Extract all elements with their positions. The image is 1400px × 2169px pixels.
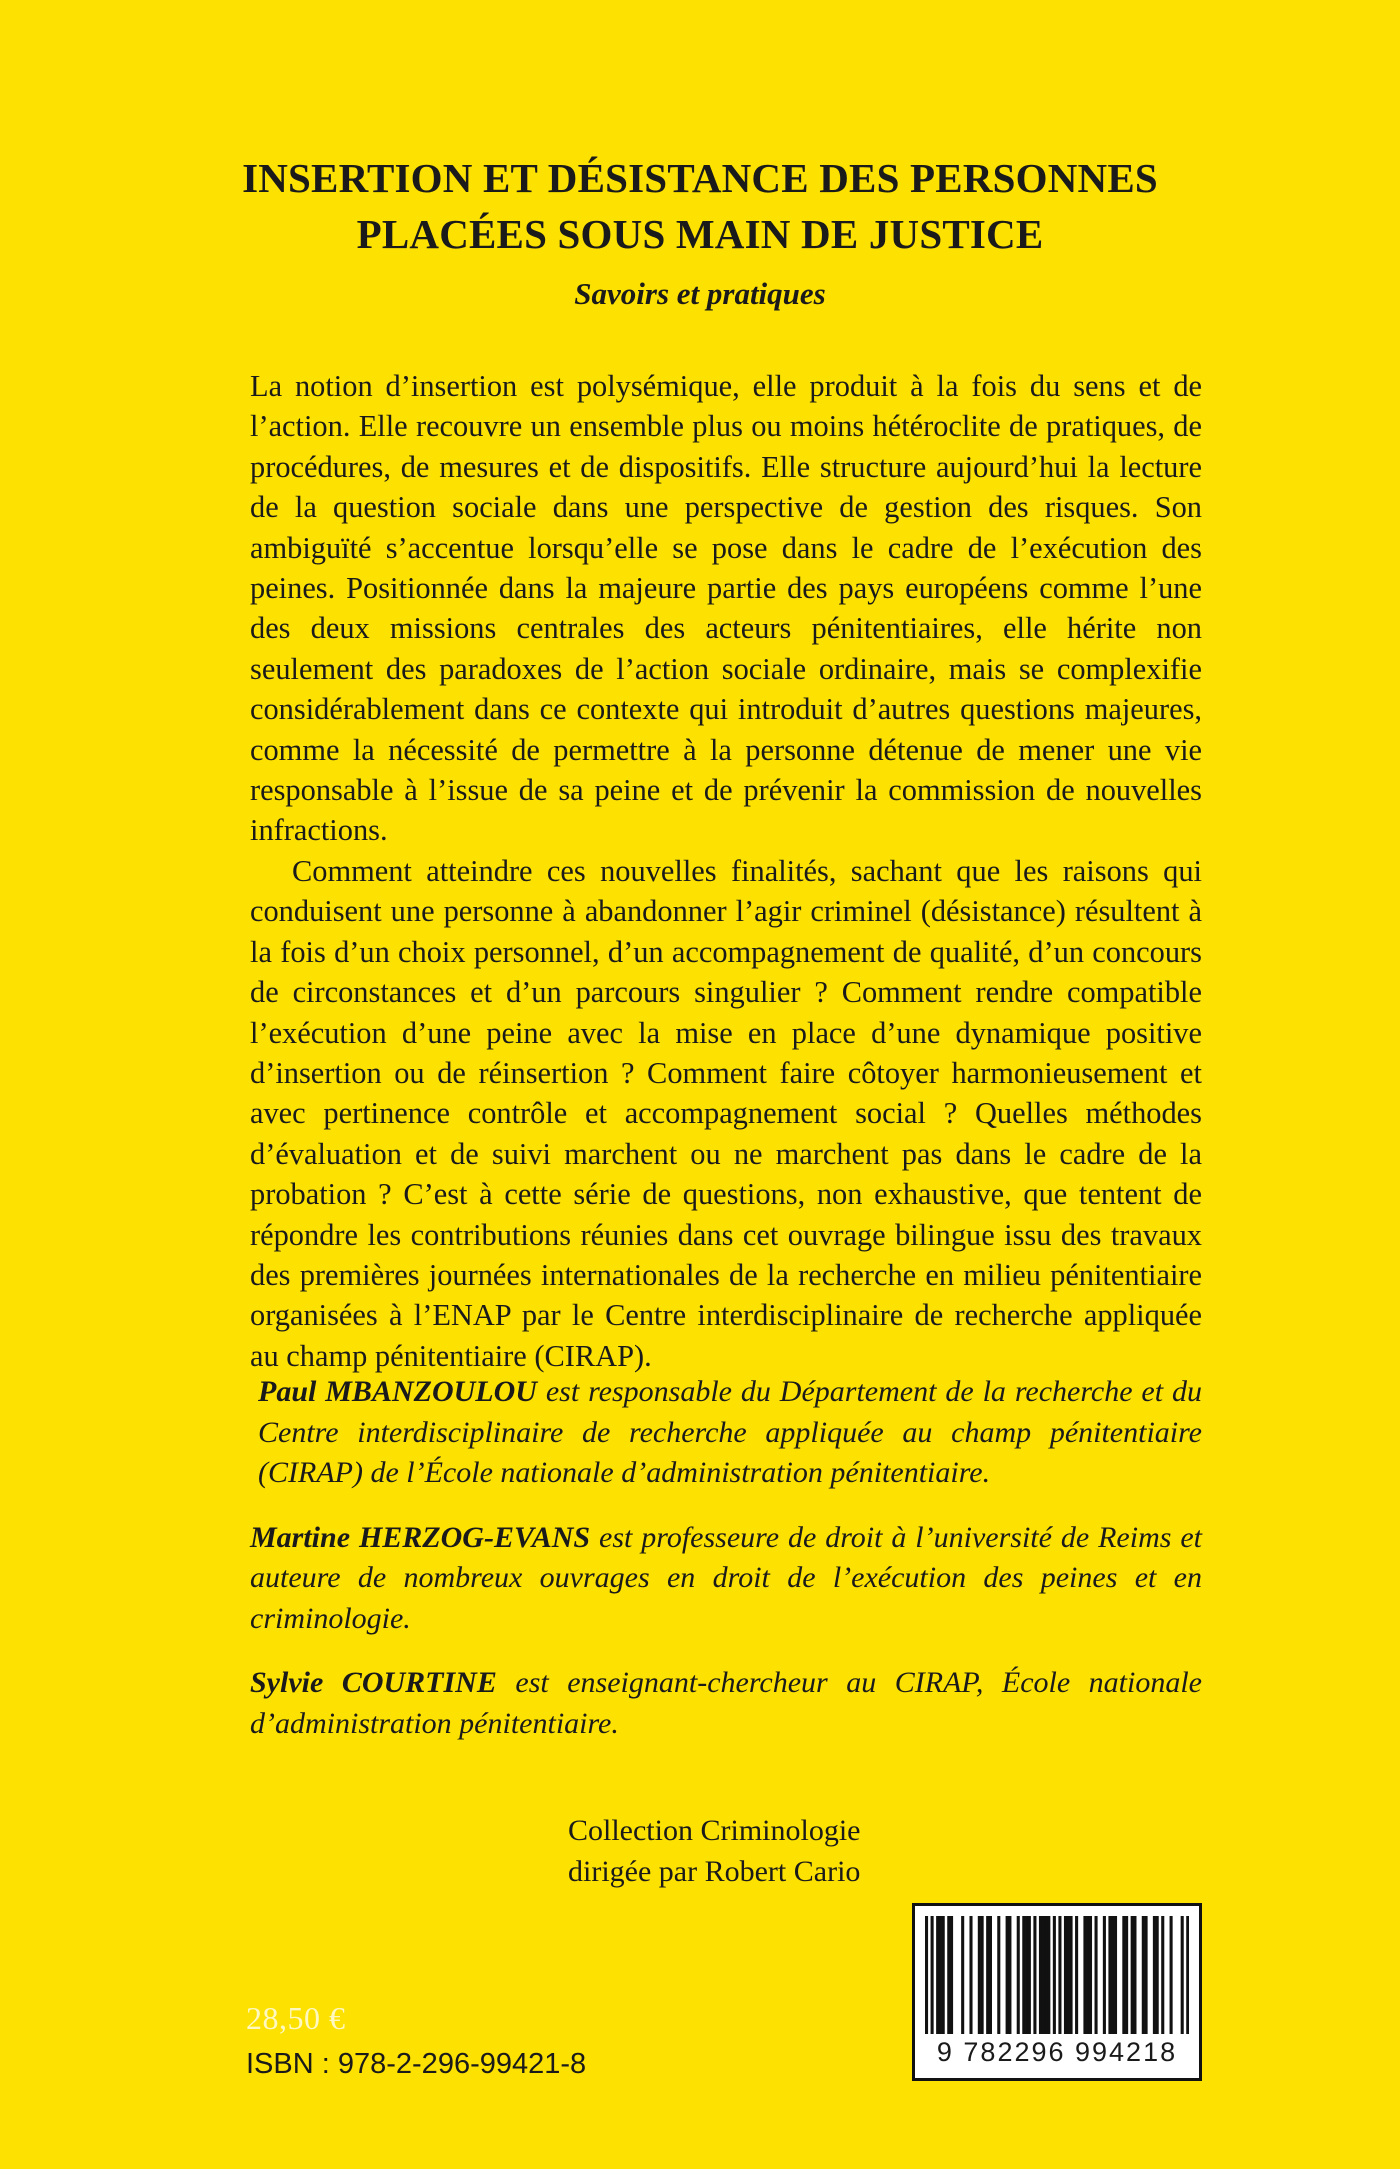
author-name: Sylvie COURTINE bbox=[250, 1666, 497, 1699]
barcode-bar bbox=[925, 1916, 928, 2034]
barcode-bar bbox=[936, 1916, 939, 2034]
barcode-bar bbox=[1122, 1916, 1125, 2034]
barcode-bar bbox=[1083, 1916, 1086, 2034]
barcode-bar bbox=[961, 1916, 964, 2034]
barcode-bar bbox=[1095, 1916, 1098, 2034]
barcode-bar bbox=[1142, 1916, 1145, 2034]
barcode-bar bbox=[1070, 1916, 1073, 2034]
barcode-bar bbox=[981, 1916, 984, 2034]
collection-director: dirigée par Robert Cario bbox=[568, 1855, 861, 1888]
barcode-bar bbox=[1131, 1916, 1134, 2034]
barcode-bar bbox=[942, 1916, 945, 2034]
collection-name: Collection Criminologie bbox=[568, 1814, 861, 1847]
barcode-bar bbox=[939, 1916, 942, 2034]
author-description: est enseignant-chercheur au CIRAP, École nationale d’administration pénitentiaire. bbox=[250, 1666, 1203, 1740]
barcode-bar bbox=[1153, 1916, 1156, 2034]
author-description: est responsable du Département de la recherche et du Centre interdisciplinaire de recherche appliquée au champ pénitentiaire (CIRAP) de l’École nationale d’administration pénitentiaire. bbox=[258, 1375, 1203, 1489]
barcode-bar bbox=[1047, 1916, 1050, 2034]
barcode-bar bbox=[1103, 1916, 1106, 2034]
barcode-bar bbox=[1125, 1916, 1128, 2034]
barcode-bar bbox=[1028, 1916, 1031, 2034]
barcode-bars bbox=[925, 1916, 1189, 2034]
author-description: est professeure de droit à l’université de Reims et auteure de nombreux ouvrages en droit de l’exécution des peines et en criminologie. bbox=[250, 1520, 1202, 1635]
barcode-bar bbox=[969, 1916, 972, 2034]
barcode-bar bbox=[1008, 1916, 1011, 2034]
summary-paragraph-2: Comment atteindre ces nouvelles finalités, sachant que les raisons qui conduisent une personne à abandonner l’agir criminel (désistance) résultent à la fois d’un choix personnel, d’un accompagnement de qualité, d’un concours de circonstances et d’un parcours singulier ? Comment rendre compatible l’exécution d’une peine avec la mise en place d’une dynamique positive d’insertion ou de réinsertion ? Comment faire côtoyer harmonieusement et avec pertinence contrôle et accompagnement social ? Quelles méthodes d’évaluation et de suivi marchent ou ne marchent pas dans le cadre de la probation ? C’est à cette série de questions, non exhaustive, que tentent de répondre les contributions réunies dans cet ouvrage bilingue issu des travaux des premières journées internationales de la recherche en milieu pénitentiaire organisées à l’ENAP par le Centre interdisciplinaire de recherche appliquée au champ pénitentiaire (CIRAP). bbox=[250, 853, 1202, 1373]
barcode-bar bbox=[1022, 1916, 1025, 2034]
barcode-bar bbox=[1044, 1916, 1047, 2034]
summary-paragraph-1: La notion d’insertion est polysémique, elle produit à la fois du sens et de l’action. Elle recouvre un ensemble plus ou moins hétéroclite de pratiques, de procédures, de mesures et de dispositifs. Elle structure aujourd’hui la lecture de la question sociale dans une perspective de gestion des risques. Son ambiguïté s’accentue lorsqu’elle se pose dans le cadre de l’exécution des peines. Positionnée dans la majeure partie des pays européens comme l’une des deux missions centrales des acteurs pénitentiaires, elle hérite non seulement des paradoxes de l’action sociale ordinaire, mais se complexifie considérablement dans ce contexte qui introduit d’autres questions majeures, comme la nécessité de permettre à la personne détenue de mener une vie responsable à l’issue de sa peine et de prévenir la commission de nouvelles infractions. bbox=[250, 369, 1202, 848]
barcode-bar bbox=[1039, 1916, 1042, 2034]
barcode-bar bbox=[1042, 1916, 1045, 2034]
barcode-digits: 9 782296 994218 bbox=[936, 2037, 1178, 2067]
barcode-bar bbox=[1025, 1916, 1028, 2034]
price-label: 28,50 € bbox=[246, 2000, 346, 2036]
barcode-bar bbox=[1170, 1916, 1173, 2034]
book-title-line-2: PLACÉES SOUS MAIN DE JUSTICE bbox=[356, 211, 1044, 257]
barcode-bar bbox=[1161, 1916, 1164, 2034]
barcode bbox=[912, 1903, 1202, 2081]
barcode-bar bbox=[1058, 1916, 1061, 2034]
book-title-line-1: INSERTION ET DÉSISTANCE DES PERSONNES bbox=[242, 155, 1158, 201]
author-bio-1 bbox=[250, 1372, 1202, 1494]
barcode-bar bbox=[1114, 1916, 1117, 2034]
barcode-bar bbox=[1089, 1916, 1092, 2034]
barcode-bar bbox=[1053, 1916, 1056, 2034]
barcode-bar bbox=[1064, 1916, 1067, 2034]
barcode-bar bbox=[1086, 1916, 1089, 2034]
barcode-bar bbox=[1186, 1916, 1189, 2034]
barcode-bar bbox=[1033, 1916, 1036, 2034]
barcode-bar bbox=[1156, 1916, 1159, 2034]
author-bio-2 bbox=[250, 1518, 1202, 1640]
collection-info bbox=[568, 1810, 860, 1892]
barcode-bar bbox=[986, 1916, 989, 2034]
barcode-bar bbox=[1067, 1916, 1070, 2034]
barcode-bar bbox=[947, 1916, 950, 2034]
barcode-bar bbox=[1145, 1916, 1148, 2034]
summary-text bbox=[250, 366, 1202, 1376]
barcode-bar bbox=[1111, 1916, 1114, 2034]
author-bios bbox=[250, 1372, 1202, 1768]
barcode-bar bbox=[931, 1916, 934, 2034]
barcode-bar bbox=[1108, 1916, 1111, 2034]
author-name: Martine HERZOG-EVANS bbox=[250, 1520, 591, 1554]
barcode-bar bbox=[997, 1916, 1000, 2034]
barcode-bar bbox=[950, 1916, 953, 2034]
isbn-label: ISBN : 978-2-296-99421-8 bbox=[246, 2048, 587, 2080]
barcode-bar bbox=[1075, 1916, 1078, 2034]
barcode-bar bbox=[1017, 1916, 1020, 2034]
barcode-bar bbox=[1006, 1916, 1009, 2034]
barcode-bar bbox=[1133, 1916, 1136, 2034]
barcode-bar bbox=[989, 1916, 992, 2034]
author-bio-3 bbox=[250, 1663, 1202, 1744]
barcode-bar bbox=[1181, 1916, 1184, 2034]
book-subtitle: Savoirs et pratiques bbox=[574, 276, 826, 311]
author-name: Paul MBANZOULOU bbox=[258, 1375, 537, 1408]
book-title bbox=[200, 150, 1200, 262]
barcode-bar bbox=[978, 1916, 981, 2034]
